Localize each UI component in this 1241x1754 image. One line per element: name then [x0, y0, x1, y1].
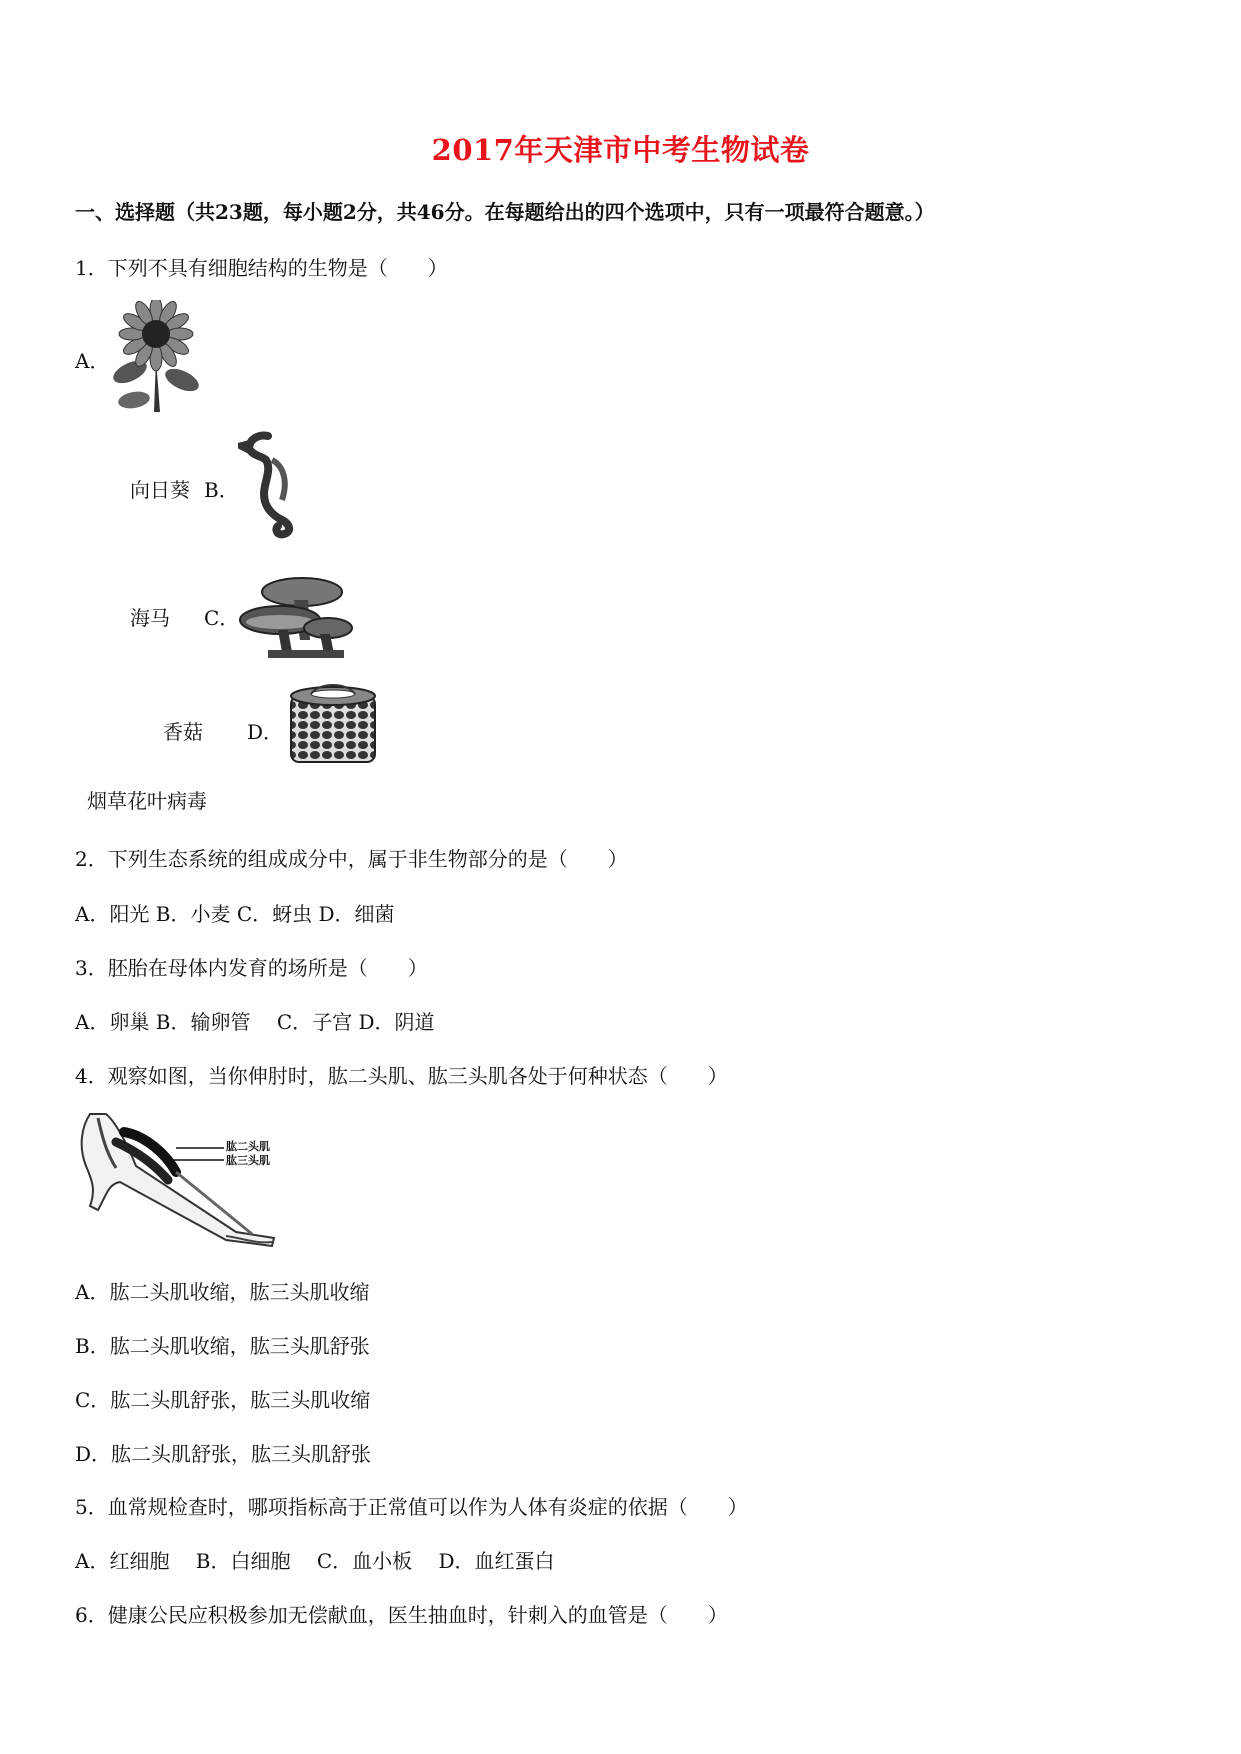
q4-option-a: A．肱二头肌收缩，肱三头肌收缩 — [75, 1280, 370, 1304]
q1-option-b-letter: B． — [204, 478, 239, 502]
q1-option-b-caption: 海马 — [130, 606, 170, 630]
q4-option-d: D．肱二头肌舒张，肱三头肌舒张 — [75, 1442, 372, 1466]
q4-option-b: B．肱二头肌收缩，肱三头肌舒张 — [75, 1334, 370, 1358]
page-title: 2017年天津市中考生物试卷 — [431, 133, 810, 167]
q5-stem: 5．血常规检查时，哪项指标高于正常值可以作为人体有炎症的依据（ ） — [75, 1495, 748, 1519]
q2-stem: 2．下列生态系统的组成成分中，属于非生物部分的是（ ） — [75, 847, 628, 871]
arm-label-triceps: 肱三头肌 — [226, 1154, 270, 1167]
q1-option-d-caption: 烟草花叶病毒 — [87, 789, 207, 813]
mushroom-icon — [238, 570, 358, 662]
arm-label-biceps: 肱二头肌 — [226, 1140, 270, 1153]
q1-option-c-caption: 香菇 — [163, 720, 203, 744]
tobacco-mosaic-virus-icon — [285, 680, 381, 766]
section-heading: 一、选择题（共23题，每小题2分，共46分。在每题给出的四个选项中，只有一项最符合题意。） — [75, 200, 935, 224]
arm-muscle-diagram — [76, 1106, 298, 1254]
q5-options: A．红细胞 B．白细胞 C．血小板 D．血红蛋白 — [75, 1549, 555, 1573]
sunflower-icon — [108, 300, 204, 412]
q1-option-d-letter: D． — [247, 720, 284, 744]
q4-stem: 4．观察如图，当你伸肘时，肱二头肌、肱三头肌各处于何种状态（ ） — [75, 1064, 728, 1088]
q1-stem: 1．下列不具有细胞结构的生物是（ ） — [75, 256, 448, 280]
q6-stem: 6．健康公民应积极参加无偿献血，医生抽血时，针刺入的血管是（ ） — [75, 1603, 728, 1627]
q4-option-c: C．肱二头肌舒张，肱三头肌收缩 — [75, 1388, 371, 1412]
q1-option-a-letter: A． — [75, 349, 110, 373]
q3-options: A．卵巢 B．输卵管 C．子宫 D．阴道 — [75, 1010, 435, 1034]
q3-stem: 3．胚胎在母体内发育的场所是（ ） — [75, 956, 428, 980]
q1-option-c-letter: C． — [204, 606, 240, 630]
q1-option-a-caption: 向日葵 — [130, 478, 190, 502]
seahorse-icon — [238, 430, 308, 540]
q2-options: A．阳光 B．小麦 C．蚜虫 D．细菌 — [75, 902, 395, 926]
